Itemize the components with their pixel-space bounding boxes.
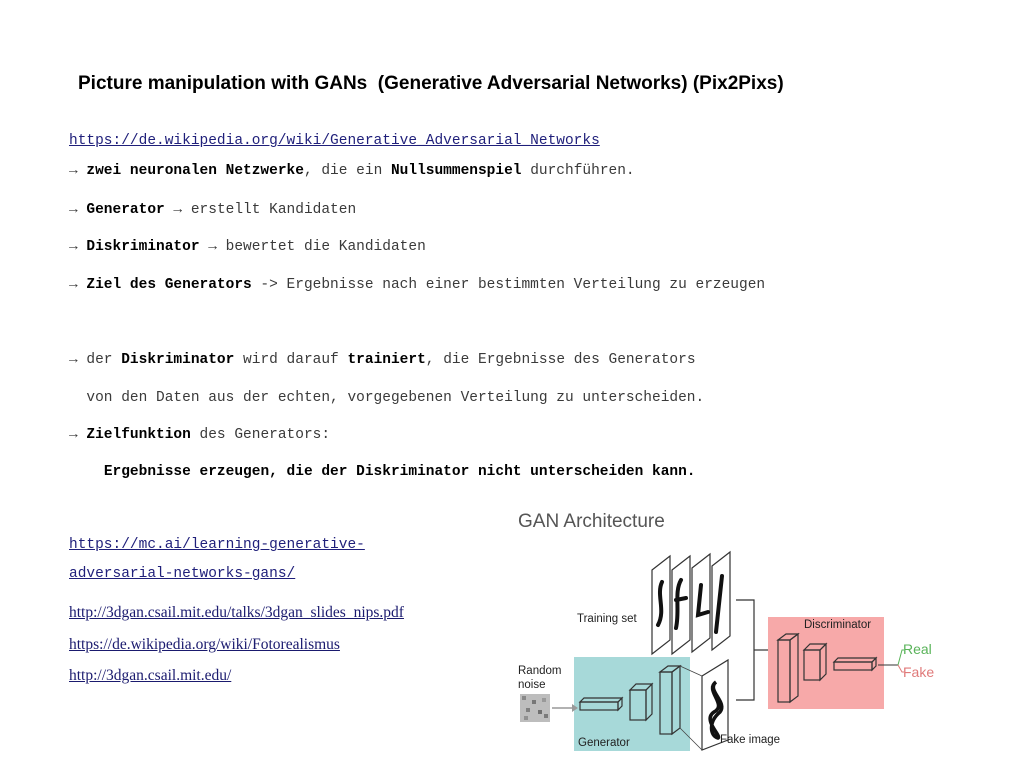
bullet-line xyxy=(69,427,330,443)
bullet-text: , die ein xyxy=(303,163,391,179)
arrow-glyph: → xyxy=(69,277,87,293)
bold-term: Ergebnisse erzeugen, die der Diskriminator nicht unterscheiden kann. xyxy=(103,464,696,480)
bullet-text: -> Ergebnisse nach einer bestimmten Verteilung zu erzeugen xyxy=(251,277,766,293)
bold-term: Diskriminator xyxy=(86,239,200,255)
bullet-text: der xyxy=(86,352,122,368)
bold-term: Diskriminator xyxy=(121,352,235,368)
fotorealismus-link[interactable]: https://de.wikipedia.org/wiki/Fotorealismus xyxy=(69,636,340,653)
noise-image xyxy=(520,694,550,722)
bullet-line xyxy=(69,464,696,480)
bullet-line xyxy=(69,277,765,293)
bullet-text: durchführen. xyxy=(521,163,635,179)
arrow-glyph: → xyxy=(69,163,87,179)
bullet-text: , die Ergebnisse des Generators xyxy=(425,352,696,368)
arrow-glyph: → xyxy=(69,427,87,443)
training-set-label: Training set xyxy=(577,613,637,625)
discriminator-label: Discriminator xyxy=(804,619,872,631)
bold-term: trainiert xyxy=(347,352,426,368)
fake-image-label: Fake image xyxy=(720,734,781,746)
real-label: Real xyxy=(903,641,932,657)
arrow-glyph: → xyxy=(69,352,87,368)
bullet-line xyxy=(69,239,426,255)
arrow-glyph: → xyxy=(69,239,87,255)
arrow-glyph xyxy=(69,464,104,480)
bullet-line xyxy=(69,390,704,406)
wikipedia-gan-link[interactable]: https://de.wikipedia.org/wiki/Generative_Adversarial_Networks xyxy=(69,133,600,149)
fake-label: Fake xyxy=(903,664,935,680)
bold-term: Generator xyxy=(86,202,165,218)
bullet-text: → erstellt Kandidaten xyxy=(164,202,357,218)
bullet-text: → bewertet die Kandidaten xyxy=(199,239,426,255)
random-noise-label-1: Random xyxy=(518,665,562,677)
generator-label: Generator xyxy=(578,737,630,749)
bullet-text: wird darauf xyxy=(234,352,348,368)
bullet-line xyxy=(69,163,635,179)
bold-term: Zielfunktion xyxy=(86,427,191,443)
bullet-line xyxy=(69,352,696,368)
arrow-glyph: → xyxy=(69,202,87,218)
bold-term: Ziel des Generators xyxy=(86,277,252,293)
mcai-link-line-2[interactable]: adversarial-networks-gans/ xyxy=(69,566,296,582)
bullet-line xyxy=(69,202,356,218)
random-noise-label-2: noise xyxy=(518,679,546,691)
discriminator-input-arrows xyxy=(736,600,768,700)
arrow-glyph xyxy=(69,390,86,406)
3dgan-slides-link[interactable]: http://3dgan.csail.mit.edu/talks/3dgan_slides_nips.pdf xyxy=(69,604,404,621)
bullet-text: des Generators: xyxy=(190,427,331,443)
bold-term: Nullsummenspiel xyxy=(390,163,522,179)
diagram-title: GAN Architecture xyxy=(518,511,665,532)
bullet-text: von den Daten aus der echten, vorgegebenen Verteilung zu unterscheiden. xyxy=(86,390,705,406)
3dgan-site-link[interactable]: http://3dgan.csail.mit.edu/ xyxy=(69,667,232,684)
gan-architecture-diagram xyxy=(506,500,946,762)
bold-term: zwei neuronalen Netzwerke xyxy=(86,163,304,179)
page-title: Picture manipulation with GANs (Generative Adversarial Networks) (Pix2Pixs) xyxy=(78,73,784,94)
mcai-link-line-1[interactable]: https://mc.ai/learning-generative- xyxy=(69,537,365,553)
